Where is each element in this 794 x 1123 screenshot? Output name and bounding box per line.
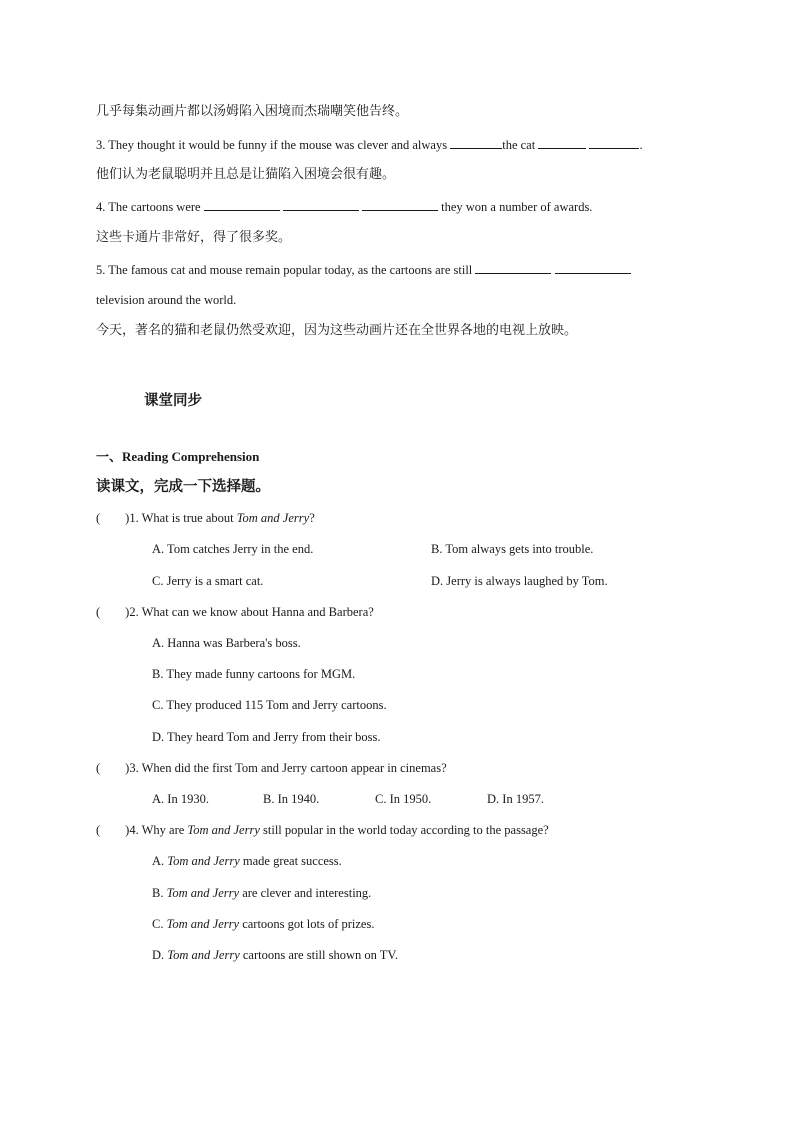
q3-option-a[interactable]: A. In 1930. [152, 792, 209, 806]
q4-option-a[interactable] [152, 853, 342, 869]
q3-text-c: . [639, 138, 643, 152]
q4-stem-text: 4. Why are [129, 823, 188, 837]
option-rest: cartoons are still shown on TV. [239, 948, 398, 962]
option-italic: Tom and Jerry [166, 917, 240, 931]
answer-paren[interactable]: ( ) [96, 823, 130, 837]
q4-blank-3[interactable] [362, 198, 438, 211]
q4-chinese: 这些卡通片非常好，得了很多奖。 [96, 230, 292, 245]
q3-text-b: the cat [502, 138, 536, 152]
option-rest: are clever and interesting. [239, 886, 372, 900]
q1-stem-italic: Tom and Jerry [236, 511, 310, 525]
question-5-fill [96, 261, 631, 278]
q4-stem-end: still popular in the world today according to the passage? [259, 823, 549, 837]
q2-option-b[interactable]: B. They made funny cartoons for MGM. [152, 667, 356, 681]
q1-option-d[interactable]: D. Jerry is always laughed by Tom. [431, 574, 608, 588]
q3-blank-1[interactable] [450, 136, 502, 149]
q5-text-a: 5. The famous cat and mouse remain popular today, as the cartoons are still [96, 263, 473, 277]
q5-text-b: television around the world. [96, 293, 237, 307]
q3-blank-2[interactable] [538, 136, 586, 149]
option-letter: A. [152, 854, 168, 868]
q4-stem-italic: Tom and Jerry [187, 823, 260, 837]
q4-option-c[interactable] [152, 916, 374, 932]
q3-stem-text: 3. When did the first Tom and Jerry cartoon appear in cinemas? [129, 761, 447, 775]
q4-option-b[interactable] [152, 885, 371, 901]
option-rest: made great success. [239, 854, 342, 868]
option-letter: D. [152, 948, 168, 962]
option-italic: Tom and Jerry [166, 886, 240, 900]
answer-paren[interactable]: ( ) [96, 511, 130, 525]
question-4-stem [96, 822, 549, 838]
q3-option-b[interactable]: B. In 1940. [263, 792, 320, 806]
q5-blank-2[interactable] [555, 261, 631, 274]
q3-blank-3[interactable] [589, 136, 639, 149]
q5-chinese: 今天，著名的猫和老鼠仍然受欢迎，因为这些动画片还在全世界各地的电视上放映。 [96, 323, 578, 338]
option-italic: Tom and Jerry [167, 948, 240, 962]
q2-stem-text: 2. What can we know about Hanna and Barbera? [129, 605, 374, 619]
q1-option-b[interactable]: B. Tom always gets into trouble. [431, 542, 594, 556]
q4-text-b: they won a number of awards. [441, 200, 593, 214]
option-rest: cartoons got lots of prizes. [239, 917, 375, 931]
question-3-fill [96, 136, 643, 153]
question-1-stem [96, 510, 315, 526]
q1-option-c[interactable]: C. Jerry is a smart cat. [152, 574, 264, 588]
q3-option-d[interactable]: D. In 1957. [487, 792, 544, 806]
q4-blank-2[interactable] [283, 198, 359, 211]
q4-option-d[interactable] [152, 947, 398, 963]
q2-option-a[interactable]: A. Hanna was Barbera's boss. [152, 636, 301, 650]
q5-blank-1[interactable] [475, 261, 551, 274]
q2-option-d[interactable]: D. They heard Tom and Jerry from their boss. [152, 730, 381, 744]
q3-chinese: 他们认为老鼠聪明并且总是让猫陷入困境会很有趣。 [96, 167, 396, 182]
q1-option-a[interactable]: A. Tom catches Jerry in the end. [152, 542, 314, 556]
question-2-stem [96, 604, 374, 620]
option-letter: C. [152, 917, 167, 931]
question-3-stem [96, 760, 447, 776]
part-heading: 一、Reading Comprehension [96, 449, 260, 464]
instruction: 读课文，完成一下选择题。 [96, 479, 270, 495]
q2-option-c[interactable]: C. They produced 115 Tom and Jerry cartoons. [152, 698, 387, 712]
q4-blank-1[interactable] [204, 198, 280, 211]
q3-option-c[interactable]: C. In 1950. [375, 792, 432, 806]
option-italic: Tom and Jerry [167, 854, 240, 868]
section-title: 课堂同步 [144, 393, 202, 409]
line-1-chinese: 几乎每集动画片都以汤姆陷入困境而杰瑞嘲笑他告终。 [96, 104, 409, 119]
option-letter: B. [152, 886, 167, 900]
q1-stem-text: 1. What is true about [129, 511, 237, 525]
answer-paren[interactable]: ( ) [96, 605, 130, 619]
q3-text-a: 3. They thought it would be funny if the mouse was clever and always [96, 138, 448, 152]
question-4-fill [96, 198, 592, 215]
q4-text-a: 4. The cartoons were [96, 200, 201, 214]
q1-stem-end: ? [309, 511, 315, 525]
answer-paren[interactable]: ( ) [96, 761, 130, 775]
